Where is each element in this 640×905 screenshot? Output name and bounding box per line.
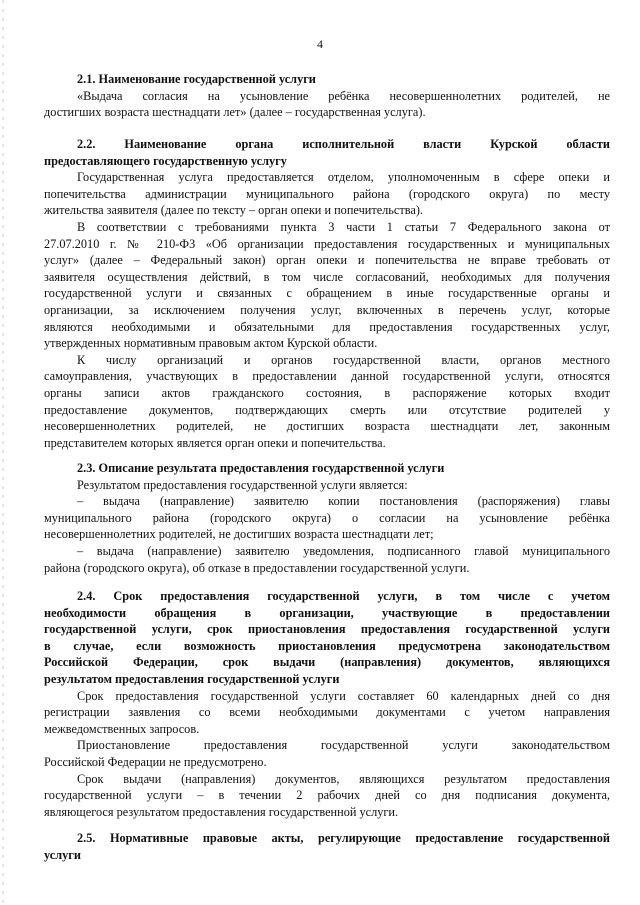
section-2-2-text-line: жительства заявителя (далее по тексту – орган опеки и попечительства).: [44, 203, 424, 218]
section-2-3-text-line: Результатом предоставления государственной услуги является:: [77, 477, 408, 492]
section-2-4-text-line: межведомственных запросов.: [44, 721, 200, 736]
section-2-4-text-line: Приостановление предоставления государственной услуги законодательством: [77, 738, 610, 753]
section-2-4-text-line: Российской Федерации не предусмотрено.: [44, 754, 267, 769]
section-2-3-text-line: – выдача (направление) заявителю уведомления, подписанного главой муниципального: [77, 543, 610, 558]
section-2-2-text-line: К числу организаций и органов государственной власти, органов местного: [77, 352, 610, 367]
section-2-2-text-line: Государственная услуга предоставляется отделом, уполномоченным в сфере опеки и: [77, 170, 610, 185]
section-2-2-heading-line: предоставляющего государственную услугу: [44, 153, 287, 168]
section-2-4-text-line: регистрации заявления со всеми необходимыми документами с учетом направления: [44, 705, 610, 720]
section-2-2-text-line: несовершеннолетних родителей, не достигших возраста шестнадцати лет, законным: [44, 419, 610, 434]
section-2-4-heading-line: 2.4. Срок предоставления государственной услуги, в том числе с учетом: [77, 589, 610, 603]
section-2-2-text-line: предоставление документов, подтверждающих смерть или отсутствие родителей у: [44, 402, 610, 417]
section-2-4-text-line: являющегося результатом предоставления государственной услуги.: [44, 804, 399, 819]
section-2-4-text-line: Срок выдачи (направления) документов, являющихся результатом предоставления: [77, 771, 610, 786]
section-2-2-text-line: попечительства администрации муниципального района (городского округа) по месту: [44, 186, 610, 201]
section-2-4-text-line: Срок предоставления государственной услуги составляет 60 календарных дней со дня: [77, 688, 610, 703]
section-2-4-heading-line: необходимости обращения в организации, участвующие в предоставлении: [44, 605, 610, 620]
section-2-1-text-line: «Выдача согласия на усыновление ребёнка несовершеннолетних родителей, не: [77, 88, 610, 103]
section-2-2-text-line: услуг» (далее – Федеральный закон) орган опеки и попечительства не вправе требовать от: [44, 253, 610, 268]
section-2-2-text-line: представителем которых является орган опеки и попечительства.: [44, 435, 386, 450]
section-2-3: [44, 460, 610, 576]
section-2-2-text-line: 27.07.2010 г. № 210-ФЗ «Об организации предоставления государственных и муниципальных: [44, 236, 610, 251]
page-number: 4: [317, 37, 323, 51]
section-2-4-heading-line: Российской Федерации, срок выдачи (направления) документов, являющихся: [44, 655, 610, 670]
section-2-5: [44, 830, 610, 863]
section-2-4-heading-line: в случае, если возможность приостановления предусмотрена законодательством: [44, 638, 610, 653]
section-2-1-heading: 2.1. Наименование государственной услуги: [77, 72, 316, 86]
section-2-1: [44, 71, 610, 121]
section-2-5-heading-line: 2.5. Нормативные правовые акты, регулирующие предоставление государственной: [77, 831, 610, 845]
section-2-2-text-line: заявителя осуществления действий, в том числе согласований, необходимых для получения: [44, 269, 610, 284]
section-2-4-heading-line: результатом предоставления государственной услуги: [44, 671, 340, 686]
section-2-1-text-line: достигших возраста шестнадцати лет» (далее – государственная услуга).: [44, 105, 426, 120]
section-2-4-heading-line: государственной услуги, срок приостановления предоставления государственной услуги: [44, 622, 610, 637]
section-2-2-text-line: В соответствии с требованиями пункта 3 части 1 статьи 7 Федерального закона от: [77, 219, 610, 234]
section-2-4: [44, 588, 610, 820]
section-2-3-text-line: несовершеннолетних родителей, не достигших возраста шестнадцати лет;: [44, 527, 434, 542]
scan-edge-artifact: [2, 0, 4, 905]
section-2-3-heading: 2.3. Описание результата предоставления государственной услуги: [77, 461, 445, 475]
section-2-5-heading-line: услуги: [44, 847, 81, 862]
section-2-3-text-line: – выдача (направление) заявителю копии постановления (распоряжения) главы: [77, 494, 610, 509]
section-2-2-text-line: государственной услуги и связанных с обращением в иные государственные органы и: [44, 286, 610, 301]
section-2-3-text-line: муниципального района (городского округа) о согласии на усыновление ребёнка: [44, 510, 610, 525]
section-2-2-text-line: самоуправления, участвующих в предоставлении данной государственной услуги, относятся: [44, 369, 610, 384]
section-2-2-text-line: органы записи актов гражданского состояния, в распоряжение которых входит: [44, 385, 610, 400]
section-2-2-heading-line: 2.2. Наименование органа исполнительной власти Курской области: [77, 137, 610, 151]
section-2-2: [44, 136, 610, 451]
section-2-3-text-line: района (городского округа), об отказе в предоставлении государственной услуги.: [44, 560, 470, 575]
section-2-2-text-line: организации, за исключением получения услуг, включенных в перечень услуг, которые: [44, 302, 610, 317]
section-2-2-text-line: являются необходимыми и обязательными для предоставления государственных услуг,: [44, 319, 610, 334]
section-2-4-text-line: государственной услуги – в течении 2 рабочих дней со дня подписания документа,: [44, 788, 610, 803]
section-2-2-text-line: утвержденных нормативным правовым актом Курской области.: [44, 336, 378, 351]
